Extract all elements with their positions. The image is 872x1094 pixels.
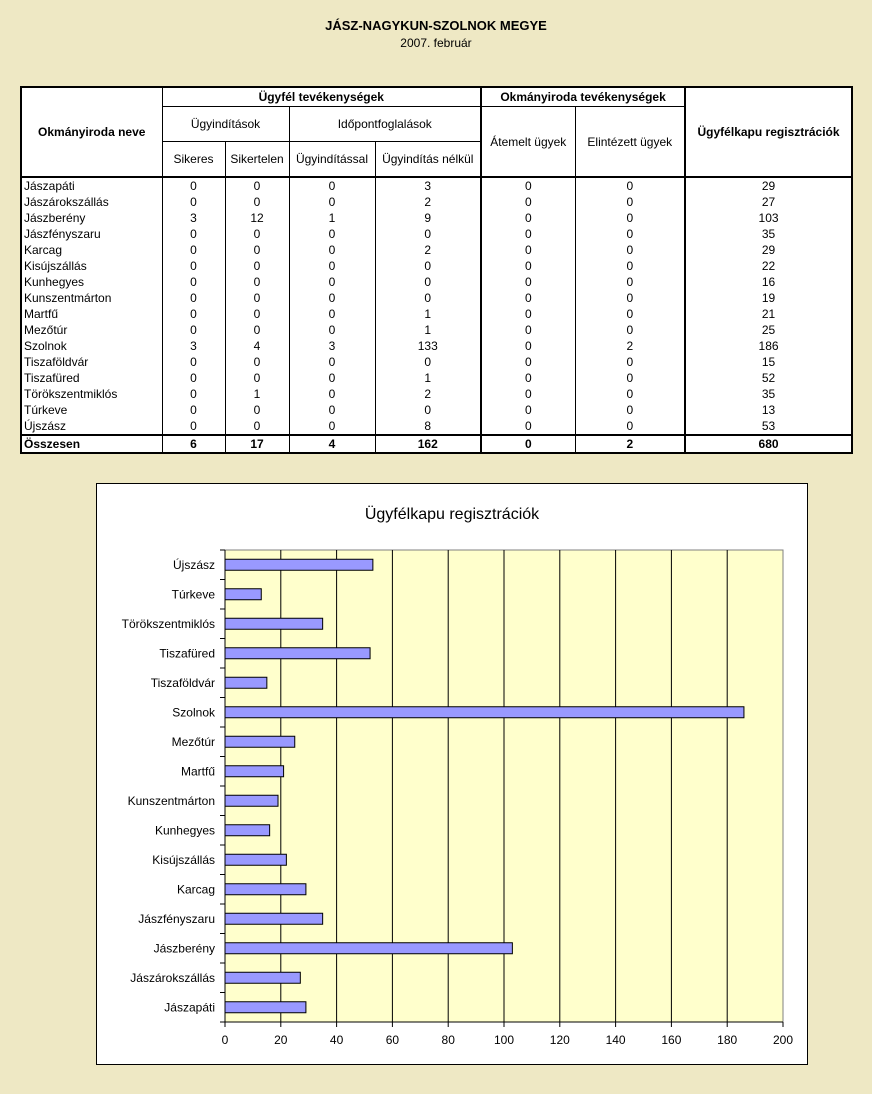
- value-cell: 0: [481, 226, 575, 242]
- chart-container: [96, 483, 808, 1065]
- total-cell: 2: [575, 435, 685, 453]
- value-cell: 0: [225, 306, 289, 322]
- bar: [225, 707, 744, 718]
- value-cell: 0: [575, 402, 685, 418]
- table-row: [21, 322, 852, 338]
- value-cell: 2: [375, 242, 481, 258]
- value-cell: 0: [289, 306, 375, 322]
- office-name-cell: Törökszentmiklós: [21, 386, 162, 402]
- value-cell: 0: [225, 258, 289, 274]
- value-cell: 0: [162, 354, 225, 370]
- value-cell: 0: [225, 290, 289, 306]
- value-cell: 0: [375, 258, 481, 274]
- value-cell: 0: [375, 274, 481, 290]
- value-cell: 0: [375, 354, 481, 370]
- value-cell: 0: [575, 242, 685, 258]
- value-cell: 0: [162, 226, 225, 242]
- value-cell: 0: [225, 226, 289, 242]
- office-name-cell: Szolnok: [21, 338, 162, 354]
- value-cell: 0: [481, 242, 575, 258]
- bar: [225, 589, 261, 600]
- value-cell: 0: [162, 242, 225, 258]
- value-cell: 29: [685, 177, 852, 194]
- value-cell: 133: [375, 338, 481, 354]
- x-tick-label: 80: [441, 1033, 455, 1047]
- value-cell: 103: [685, 210, 852, 226]
- value-cell: 0: [225, 418, 289, 435]
- value-cell: 0: [481, 210, 575, 226]
- office-name-cell: Újszász: [21, 418, 162, 435]
- value-cell: 0: [225, 242, 289, 258]
- bar: [225, 618, 323, 629]
- total-cell: 162: [375, 435, 481, 453]
- bar: [225, 1002, 306, 1013]
- value-cell: 0: [289, 418, 375, 435]
- value-cell: 35: [685, 226, 852, 242]
- category-label: Szolnok: [172, 705, 215, 720]
- value-cell: 0: [225, 322, 289, 338]
- value-cell: 1: [289, 210, 375, 226]
- office-name-cell: Martfű: [21, 306, 162, 322]
- category-label: Kunhegyes: [154, 823, 215, 838]
- table-row: [21, 226, 852, 242]
- category-label: Túrkeve: [171, 587, 215, 602]
- value-cell: 3: [162, 210, 225, 226]
- value-cell: 1: [225, 386, 289, 402]
- x-tick-label: 200: [772, 1033, 794, 1047]
- chart-title: Ügyfélkapu regisztrációk: [364, 506, 540, 523]
- bar: [225, 825, 270, 836]
- office-name-cell: Kisújszállás: [21, 258, 162, 274]
- value-cell: 0: [225, 274, 289, 290]
- x-tick-label: 60: [385, 1033, 400, 1047]
- table-row: [21, 418, 852, 435]
- bar: [225, 854, 286, 865]
- value-cell: 0: [162, 290, 225, 306]
- office-name-cell: Jászberény: [21, 210, 162, 226]
- x-tick-label: 0: [221, 1033, 229, 1047]
- category-label: Törökszentmiklós: [121, 616, 215, 631]
- x-tick-label: 20: [274, 1033, 288, 1047]
- value-cell: 0: [162, 402, 225, 418]
- bar: [225, 766, 284, 777]
- value-cell: 0: [575, 258, 685, 274]
- value-cell: 0: [289, 386, 375, 402]
- value-cell: 21: [685, 306, 852, 322]
- x-tick-label: 140: [605, 1033, 626, 1047]
- col-header-nelkul: Ügyindítás nélkül: [375, 142, 481, 178]
- table-row: [21, 386, 852, 402]
- bar: [225, 884, 306, 895]
- bar: [225, 559, 373, 570]
- value-cell: 0: [481, 306, 575, 322]
- total-cell: 680: [685, 435, 852, 453]
- table-row: [21, 274, 852, 290]
- value-cell: 53: [685, 418, 852, 435]
- office-name-cell: Karcag: [21, 242, 162, 258]
- value-cell: 0: [289, 177, 375, 194]
- value-cell: 0: [162, 274, 225, 290]
- value-cell: 0: [289, 354, 375, 370]
- bar: [225, 648, 370, 659]
- value-cell: 0: [481, 354, 575, 370]
- category-label: Martfű: [180, 764, 215, 779]
- col-header-name: Okmányiroda neve: [21, 87, 162, 177]
- table-row: [21, 290, 852, 306]
- office-name-cell: Jászapáti: [21, 177, 162, 194]
- table-row: [21, 354, 852, 370]
- value-cell: 2: [375, 386, 481, 402]
- col-header-elintezett: Elintézett ügyek: [575, 107, 685, 178]
- x-tick-label: 120: [549, 1033, 570, 1047]
- value-cell: 0: [162, 194, 225, 210]
- bar: [225, 736, 295, 747]
- value-cell: 3: [162, 338, 225, 354]
- value-cell: 0: [575, 226, 685, 242]
- table-row: [21, 258, 852, 274]
- value-cell: 0: [289, 194, 375, 210]
- category-label: Karcag: [176, 882, 215, 897]
- value-cell: 2: [375, 194, 481, 210]
- office-name-cell: Mezőtúr: [21, 322, 162, 338]
- total-cell: 17: [225, 435, 289, 453]
- bar: [225, 795, 278, 806]
- value-cell: 0: [481, 274, 575, 290]
- value-cell: 15: [685, 354, 852, 370]
- value-cell: 0: [575, 290, 685, 306]
- value-cell: 0: [225, 402, 289, 418]
- bar: [225, 677, 267, 688]
- category-label: Tiszafüred: [159, 646, 215, 661]
- office-name-cell: Jászfényszaru: [21, 226, 162, 242]
- statistics-table: [20, 86, 853, 454]
- group-header-ugyfel: Ügyfél tevékenységek: [162, 87, 481, 107]
- value-cell: 52: [685, 370, 852, 386]
- value-cell: 35: [685, 386, 852, 402]
- value-cell: 0: [575, 210, 685, 226]
- value-cell: 4: [225, 338, 289, 354]
- table-row: [21, 242, 852, 258]
- subheader-idopont: Időpontfoglalások: [289, 107, 481, 142]
- x-tick-label: 100: [493, 1033, 515, 1047]
- value-cell: 0: [289, 370, 375, 386]
- value-cell: 0: [481, 290, 575, 306]
- value-cell: 0: [289, 226, 375, 242]
- total-cell: 0: [481, 435, 575, 453]
- category-label: Tiszaföldvár: [150, 675, 215, 690]
- group-header-okmany: Okmányiroda tevékenységek: [481, 87, 685, 107]
- value-cell: 0: [481, 386, 575, 402]
- table-row: [21, 306, 852, 322]
- value-cell: 27: [685, 194, 852, 210]
- category-label: Kunszentmárton: [127, 793, 215, 808]
- value-cell: 0: [575, 370, 685, 386]
- category-label: Jászfényszaru: [138, 911, 215, 926]
- bar-chart: [97, 484, 807, 1064]
- page-title: JÁSZ-NAGYKUN-SZOLNOK MEGYE: [325, 18, 547, 33]
- col-header-sikertelen: Sikertelen: [225, 142, 289, 178]
- total-row: [21, 435, 852, 453]
- value-cell: 1: [375, 306, 481, 322]
- value-cell: 0: [289, 274, 375, 290]
- value-cell: 0: [225, 354, 289, 370]
- value-cell: 0: [481, 338, 575, 354]
- value-cell: 0: [289, 242, 375, 258]
- value-cell: 13: [685, 402, 852, 418]
- category-label: Kisújszállás: [152, 852, 215, 867]
- value-cell: 9: [375, 210, 481, 226]
- category-label: Mezőtúr: [171, 734, 215, 749]
- table-row: [21, 210, 852, 226]
- subheader-ugyinditasok: Ügyindítások: [162, 107, 289, 142]
- x-tick-label: 40: [329, 1033, 344, 1047]
- office-name-cell: Tiszafüred: [21, 370, 162, 386]
- value-cell: 0: [575, 274, 685, 290]
- office-name-cell: Túrkeve: [21, 402, 162, 418]
- table-row: [21, 402, 852, 418]
- value-cell: 16: [685, 274, 852, 290]
- value-cell: 29: [685, 242, 852, 258]
- value-cell: 0: [575, 194, 685, 210]
- value-cell: 0: [481, 402, 575, 418]
- value-cell: 0: [481, 322, 575, 338]
- value-cell: 0: [575, 418, 685, 435]
- value-cell: 0: [289, 258, 375, 274]
- bar: [225, 913, 323, 924]
- value-cell: 0: [481, 370, 575, 386]
- office-name-cell: Tiszaföldvár: [21, 354, 162, 370]
- table-row: [21, 338, 852, 354]
- value-cell: 0: [289, 290, 375, 306]
- value-cell: 0: [575, 306, 685, 322]
- value-cell: 12: [225, 210, 289, 226]
- x-tick-label: 160: [661, 1033, 682, 1047]
- value-cell: 0: [289, 402, 375, 418]
- value-cell: 0: [162, 258, 225, 274]
- value-cell: 8: [375, 418, 481, 435]
- value-cell: 0: [575, 322, 685, 338]
- value-cell: 0: [162, 177, 225, 194]
- bar: [225, 943, 512, 954]
- total-cell: 4: [289, 435, 375, 453]
- col-header-ugyinditassal: Ügyindítással: [289, 142, 375, 178]
- category-label: Jászberény: [153, 941, 215, 956]
- value-cell: 0: [225, 177, 289, 194]
- value-cell: 0: [225, 194, 289, 210]
- value-cell: 0: [375, 290, 481, 306]
- office-name-cell: Jászárokszállás: [21, 194, 162, 210]
- value-cell: 0: [481, 177, 575, 194]
- value-cell: 0: [575, 177, 685, 194]
- col-header-sikeres: Sikeres: [162, 142, 225, 178]
- total-cell: Összesen: [21, 435, 162, 453]
- value-cell: 1: [375, 370, 481, 386]
- total-cell: 6: [162, 435, 225, 453]
- value-cell: 186: [685, 338, 852, 354]
- value-cell: 0: [162, 418, 225, 435]
- table-row: [21, 177, 852, 194]
- value-cell: 0: [375, 402, 481, 418]
- value-cell: 0: [375, 226, 481, 242]
- value-cell: 0: [481, 418, 575, 435]
- category-label: Újszász: [172, 557, 215, 572]
- x-tick-label: 180: [717, 1033, 738, 1047]
- value-cell: 25: [685, 322, 852, 338]
- value-cell: 0: [481, 258, 575, 274]
- page-subtitle: 2007. február: [400, 36, 472, 50]
- value-cell: 0: [289, 322, 375, 338]
- value-cell: 1: [375, 322, 481, 338]
- value-cell: 0: [575, 386, 685, 402]
- office-name-cell: Kunhegyes: [21, 274, 162, 290]
- value-cell: 2: [575, 338, 685, 354]
- table-body: [21, 177, 852, 435]
- bar: [225, 972, 300, 983]
- value-cell: 0: [162, 306, 225, 322]
- col-header-atemelt: Átemelt ügyek: [481, 107, 575, 178]
- category-label: Jászapáti: [164, 1000, 215, 1015]
- category-label: Jászárokszállás: [130, 970, 215, 985]
- value-cell: 0: [225, 370, 289, 386]
- value-cell: 0: [162, 322, 225, 338]
- value-cell: 0: [575, 354, 685, 370]
- value-cell: 19: [685, 290, 852, 306]
- table-row: [21, 370, 852, 386]
- value-cell: 0: [162, 386, 225, 402]
- table-row: [21, 194, 852, 210]
- value-cell: 22: [685, 258, 852, 274]
- value-cell: 3: [289, 338, 375, 354]
- value-cell: 0: [162, 370, 225, 386]
- office-name-cell: Kunszentmárton: [21, 290, 162, 306]
- value-cell: 3: [375, 177, 481, 194]
- col-header-kapu: Ügyfélkapu regisztrációk: [685, 87, 852, 177]
- value-cell: 0: [481, 194, 575, 210]
